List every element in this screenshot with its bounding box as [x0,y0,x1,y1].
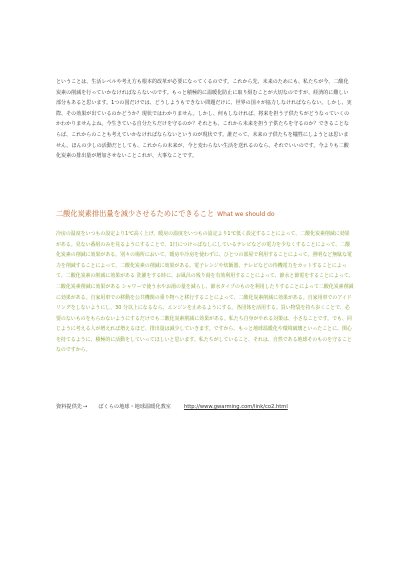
section-heading-ja: 二酸化炭素排出量を減少させるためにできること [56,209,215,218]
source-name: ぼくらの地球・地球温暖化教室 [98,404,171,410]
source-label: 資料提供先 [56,404,82,410]
arrow-icon: → [82,404,88,410]
section-body: 冷房の温度をいつもの設定より1℃高く上げ、暖房の温度をいつもの設定より1℃低く設定することによって、二酸化炭素削減に効果がある。見ない番組のみを見るようにすることで、1日につけっぱなしにしているテレビなどの電力を少なくすることによって、二酸化炭素の削減に効果がある。別々の場所において、暖房や冷房を使わずに、ひとつの部屋で利用することによって、照明など無駄な電力を削減することによって、二酸化炭素の削減に効果がある。電子レンジや炊飯器、テレビなどの待機電力をカットすることによって、二酸化炭素の削減に効果がある 洗濯をする時に、お風呂の残り湯を有効利用することによって、節水と節電をすることによって、二酸化炭素削減に効果がある シャワーで使う水やお湯の量を減らし、節水タイプのものを利用したりすることによって二酸化炭素削減に効果がある。自家用車での移動を公共機関の乗り物へと移行することによって、二酸化炭素削減に効果がある。自家用車でのアイドリングをしないようにし、30 分以上になるなら、エンジンを止めるようにする。各団体を活用する。買い物袋を持ち歩くことで、必要のないものをもらわないようにするだけでも二酸化炭素削減に効果がある。私たち自身がやれる対策は、小さなことです。でも、同じように考える人が増えれば増えるほど、排出量は減少していきます。ですから、もっと地球温暖化や環境破壊といったことに、関心を持てるように、積極的に活動をしていってほしいと思います。私たちがしていること、それは、自然である地球そのものを守ることなのですから。 [56,230,354,354]
section-heading [56,209,356,220]
intro-paragraph: ということは、生活レベルや考え方も根本的改革が必要になってくるのです。これから先、未来のためにも、私たちが今、二酸化炭素の削減を行っていかなければならないのです。もっと積極的に温暖化防止に取り組むことが大切なのですが、経済的に難しい部分もあると思います。1つの国だけでは、どうしようもできない問題だけに、世界の国々が協力しなければならない。しかし、実際、その効果が出ているのかどうか？現状ではわかりません。しかし、何もしなければ、将来を担う子供たちがどうなっていくのかわかりませんよね。今生きている自分たちだけを守るのか？それとも、これから未来を担う子供たちを守るのか？できることならば、これからのことも考えていかなければならないというのが現状です。誰だって、未来の子供たちを犠牲にしようとは思いません。ほんの少しの活動だとしても、これからの未来が、今と変わらない生活を送れるのなら、それでいいのです。今よりも二酸化炭素の排出量が増加させないことこれが、大事なことです。 [56,79,352,160]
section-heading-en: What we should do [217,211,275,218]
source-credit [56,403,356,411]
source-link[interactable]: http://www.gwarming.com/link/co2.html [183,404,288,410]
